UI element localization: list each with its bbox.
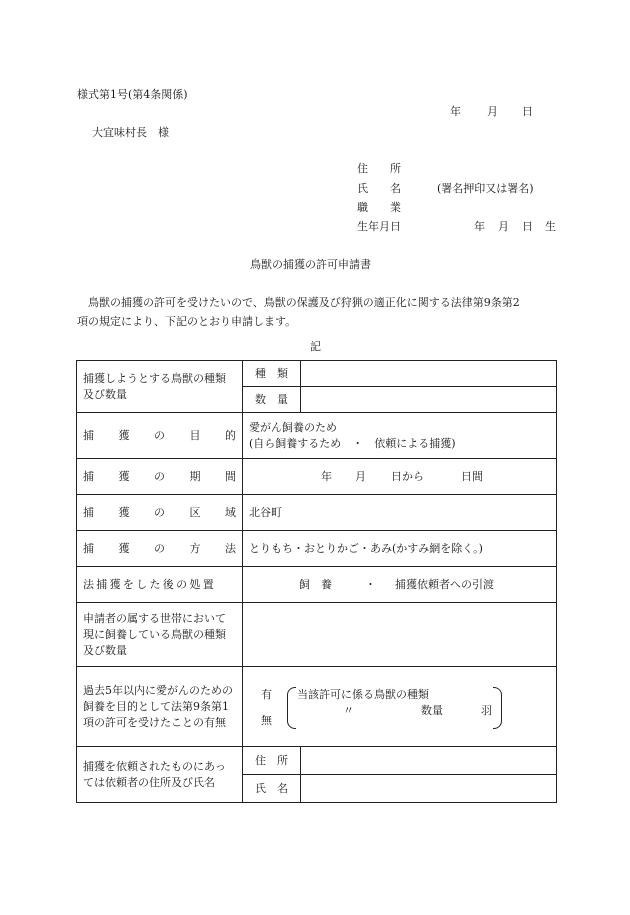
intro-line-2: 項の規定により、下記のとおり申請します。 — [77, 315, 297, 328]
application-table — [76, 360, 557, 803]
purpose-value[interactable]: 愛がん飼養のため (自ら飼養するため ・ 依頼による捕獲) — [243, 413, 557, 459]
past-no[interactable]: 無 — [261, 713, 272, 727]
past-permit-label: 過去5年以内に愛がんのための飼養を目的として法第9条第1項の許可を受けたことの有無 — [77, 667, 243, 747]
period-value[interactable]: 年 月 日から 日間 — [243, 459, 557, 495]
past-unit: 羽 — [481, 703, 492, 717]
past-qty-label: 数量 — [421, 703, 443, 717]
document-title: 鳥獣の捕獲の許可申請書 — [250, 258, 371, 271]
dob-month: 月 — [498, 220, 509, 233]
right-bracket — [493, 687, 502, 729]
applicant-job-label: 職 業 — [357, 201, 401, 214]
requester-name-label: 氏 名 — [243, 775, 301, 803]
past-species: 当該許可に係る鳥獣の種類 — [297, 687, 429, 701]
species-label: 捕獲しようとする鳥獣の種類及び数量 — [77, 361, 243, 413]
applicant-dob-label: 生年月日 — [357, 220, 401, 233]
applicant-name-label: 氏 名 — [357, 182, 401, 195]
requester-label: 捕獲を依頼されたものにあっては依頼者の住所及び氏名 — [77, 747, 243, 803]
applicant-address-label: 住 所 — [357, 162, 401, 175]
intro-line-1: 鳥獣の捕獲の許可を受けたいので、鳥獣の保護及び狩猟の適正化に関する法律第9条第2 — [88, 296, 520, 309]
area-label: 捕 獲 の 区 域 — [77, 495, 243, 531]
disposal-value[interactable]: 飼 養 ・ 捕獲依頼者への引渡 — [243, 567, 557, 603]
requester-address-label: 住 所 — [243, 747, 301, 775]
disposal-label: 法捕獲をした後の処置 — [77, 567, 243, 603]
date-year: 年 — [450, 105, 461, 118]
purpose-label: 捕 獲 の 目 的 — [77, 413, 243, 459]
requester-name-value[interactable] — [301, 775, 557, 803]
dob-suffix: 生 — [545, 220, 556, 233]
dob-day: 日 — [522, 220, 533, 233]
date-month: 月 — [487, 105, 498, 118]
requester-address-value[interactable] — [301, 747, 557, 775]
quantity-value[interactable] — [301, 387, 557, 413]
household-label: 申請者の属する世帯において現に飼養している鳥獣の種類及び数量 — [77, 603, 243, 667]
ki-marker: 記 — [310, 340, 321, 353]
addressee: 大宜味村長 様 — [92, 126, 169, 139]
period-label: 捕 獲 の 期 間 — [77, 459, 243, 495]
past-permit-value[interactable] — [243, 667, 557, 747]
quantity-sub-label: 数 量 — [243, 387, 301, 413]
date-day: 日 — [522, 105, 533, 118]
form-number: 様式第1号(第4条関係) — [77, 88, 188, 101]
left-bracket — [287, 687, 296, 729]
species-value[interactable] — [301, 361, 557, 387]
dob-year: 年 — [474, 220, 485, 233]
species-sub-label: 種 類 — [243, 361, 301, 387]
method-label: 捕 獲 の 方 法 — [77, 531, 243, 567]
household-value[interactable] — [243, 603, 557, 667]
method-value[interactable]: とりもち・おとりかご・あみ(かすみ網を除く。) — [243, 531, 557, 567]
past-yes[interactable]: 有 — [261, 687, 272, 701]
applicant-name-note: (署名押印又は署名) — [437, 182, 534, 195]
past-ditto: 〃 — [343, 703, 354, 717]
area-value[interactable]: 北谷町 — [243, 495, 557, 531]
